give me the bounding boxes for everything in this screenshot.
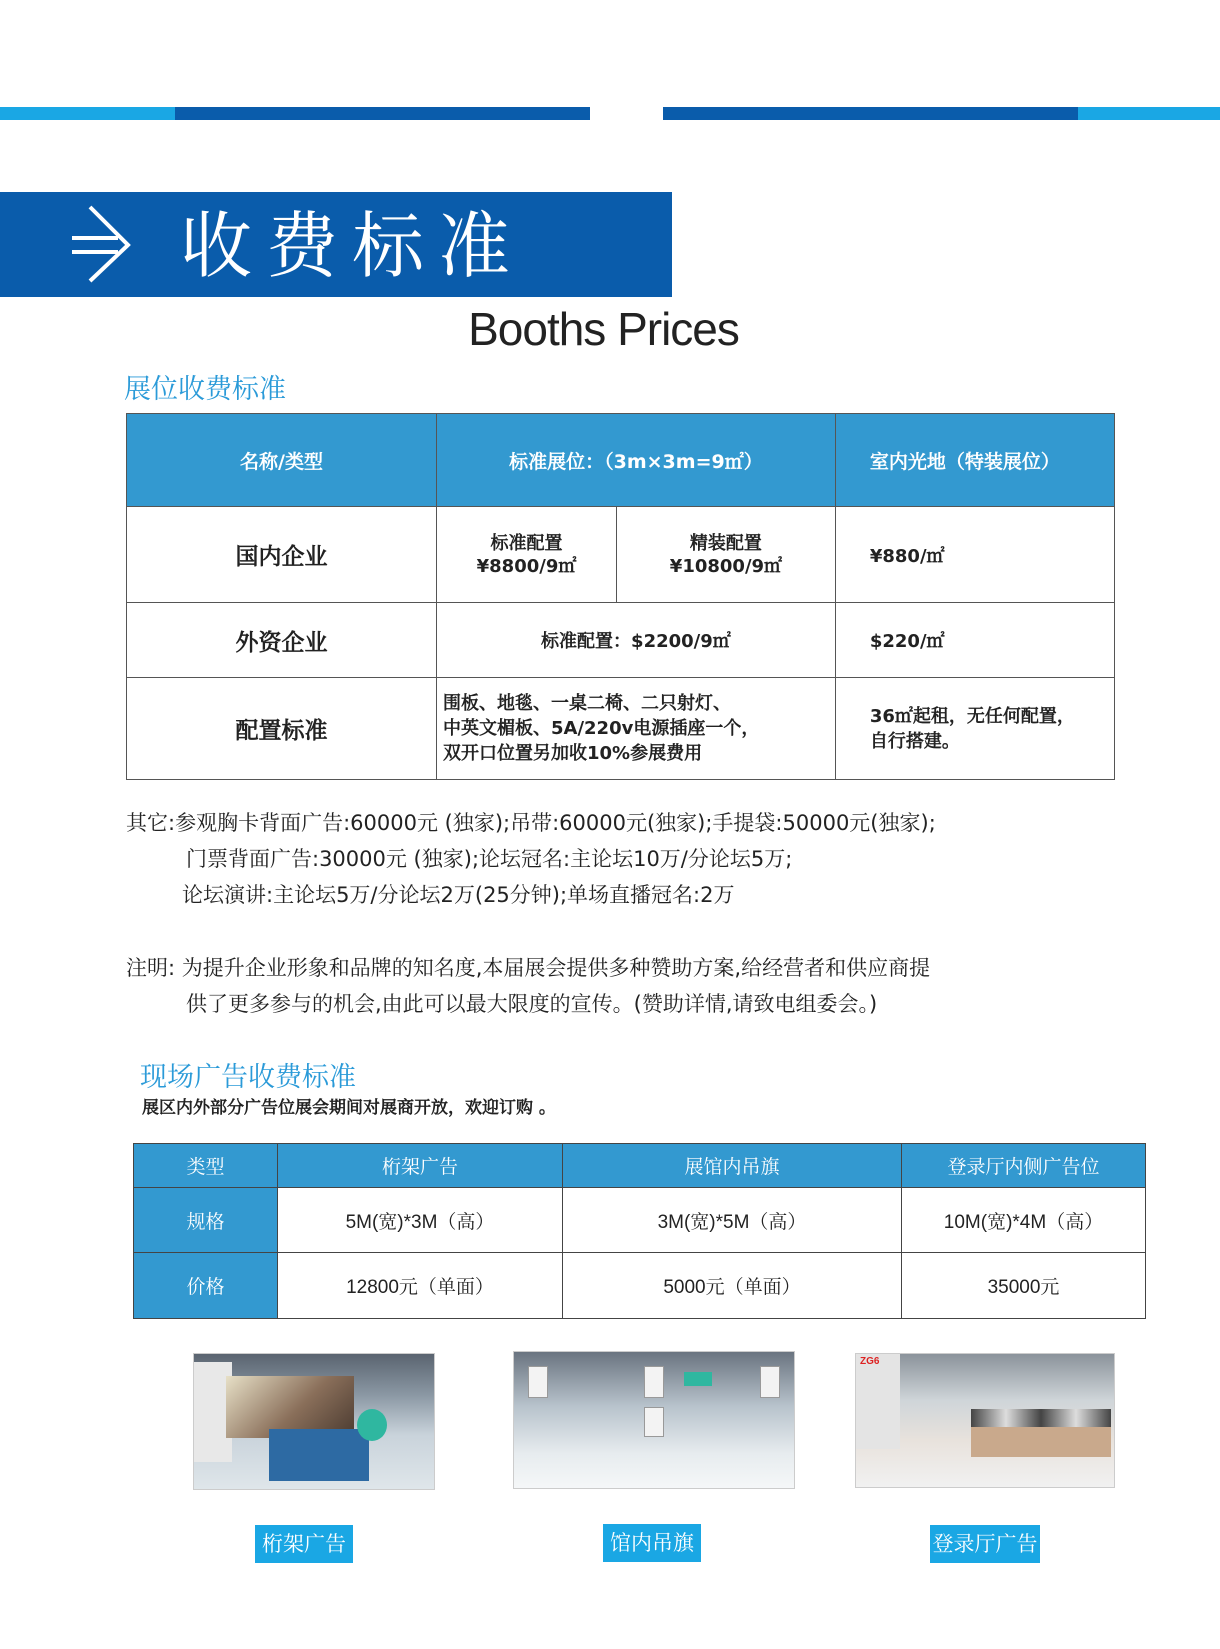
flag-spec: 3M(宽)*5M（高） — [563, 1188, 902, 1253]
config-line: 双开口位置另加收10%参展费用 — [443, 743, 703, 764]
caption-truss-ad: 桁架广告 — [255, 1525, 353, 1563]
photo-ad-strip — [971, 1409, 1111, 1427]
domestic-premium-label: 精装配置 — [689, 532, 762, 554]
lobby-ad-photo — [855, 1353, 1115, 1488]
photo-counter — [971, 1427, 1111, 1457]
ad-row-label-price: 价格 — [134, 1253, 278, 1319]
truss-ad-photo — [193, 1353, 435, 1490]
config-line: 36㎡起租，无任何配置， — [869, 705, 1075, 727]
note-line: 注明: 为提升企业形象和品牌的知名度,本届展会提供多种赞助方案,给经营者和供应商提 — [126, 956, 931, 980]
foreign-standard-price: 标准配置：$2200/9㎡ — [437, 603, 836, 678]
ad-section-intro: 展区内外部分广告位展会期间对展商开放，欢迎订购 。 — [142, 1098, 556, 1118]
config-line: 围板、地毯、一桌二椅、二只射灯、 — [443, 693, 731, 714]
truss-spec: 5M(宽)*3M（高） — [278, 1188, 563, 1253]
col-header-standard: 标准展位：（3m×3m=9㎡） — [437, 414, 836, 507]
domestic-standard-cell — [437, 507, 617, 603]
other-fees-line: 其它:参观胸卡背面广告:60000元 (独家);吊带:60000元(独家);手提袋:50000元(独家); — [126, 811, 936, 835]
photo-zone-label: ZG6 — [860, 1356, 880, 1367]
ad-col-header-lobby: 登录厅内侧广告位 — [902, 1144, 1146, 1188]
ad-price-table — [133, 1143, 1146, 1319]
note-text — [126, 950, 930, 1022]
col-header-raw-space: 室内光地（特装展位） — [835, 414, 1114, 507]
row-label-foreign: 外资企业 — [127, 603, 437, 678]
photo-flag — [760, 1366, 780, 1398]
foreign-raw-space-price: $220/㎡ — [835, 603, 1114, 678]
top-bar-right-dark — [663, 107, 1078, 120]
photo-gate — [269, 1429, 369, 1481]
raw-space-config-details — [835, 678, 1114, 780]
top-bar-right-light — [1078, 107, 1220, 120]
photo-flag — [644, 1407, 664, 1437]
ad-col-header-flag: 展馆内吊旗 — [563, 1144, 902, 1188]
ad-row-label-spec: 规格 — [134, 1188, 278, 1253]
standard-config-details — [437, 678, 836, 780]
booth-price-table — [126, 413, 1115, 780]
lobby-spec: 10M(宽)*4M（高） — [902, 1188, 1146, 1253]
double-arrow-right-icon — [70, 205, 136, 283]
lobby-price: 35000元 — [902, 1253, 1146, 1319]
caption-hanging-flag: 馆内吊旗 — [603, 1524, 701, 1562]
config-line: 自行搭建。 — [869, 730, 960, 752]
row-label-config: 配置标准 — [127, 678, 437, 780]
ad-col-header-type: 类型 — [134, 1144, 278, 1188]
ad-col-header-truss: 桁架广告 — [278, 1144, 563, 1188]
booth-section-title: 展位收费标准 — [124, 374, 286, 405]
photo-flag — [528, 1366, 548, 1398]
domestic-raw-space-price: ¥880/㎡ — [835, 507, 1114, 603]
domestic-premium-price: ¥10800/9㎡ — [669, 555, 783, 577]
row-label-domestic: 国内企业 — [127, 507, 437, 603]
other-fees-text — [126, 805, 936, 913]
other-fees-line: 论坛演讲:主论坛5万/分论坛2万(25分钟);单场直播冠名:2万 — [182, 883, 735, 907]
flag-price: 5000元（单面） — [563, 1253, 902, 1319]
page-title: 收费标准 — [180, 204, 525, 288]
caption-lobby-ad: 登录厅广告 — [930, 1525, 1040, 1563]
domestic-premium-cell — [617, 507, 836, 603]
other-fees-line: 门票背面广告:30000元 (独家);论坛冠名:主论坛10万/分论坛5万; — [186, 847, 793, 871]
hanging-flag-photo — [513, 1351, 795, 1489]
domestic-standard-label: 标准配置 — [490, 532, 563, 554]
photo-flag — [644, 1366, 664, 1398]
top-bar-left-light — [0, 107, 175, 120]
photo-panel — [856, 1354, 900, 1449]
top-bar-left-dark — [175, 107, 590, 120]
truss-price: 12800元（单面） — [278, 1253, 563, 1319]
config-line: 中英文楣板、5A/220v电源插座一个， — [443, 718, 760, 739]
photo-label — [357, 1409, 387, 1441]
ad-section-title: 现场广告收费标准 — [140, 1062, 356, 1093]
note-line: 供了更多参与的机会,由此可以最大限度的宣传。(赞助详情,请致电组委会。) — [186, 992, 878, 1016]
photo-label — [684, 1372, 712, 1386]
domestic-standard-price: ¥8800/9㎡ — [476, 555, 577, 577]
page-subtitle: Booths Prices — [468, 303, 739, 355]
col-header-type: 名称/类型 — [127, 414, 437, 507]
